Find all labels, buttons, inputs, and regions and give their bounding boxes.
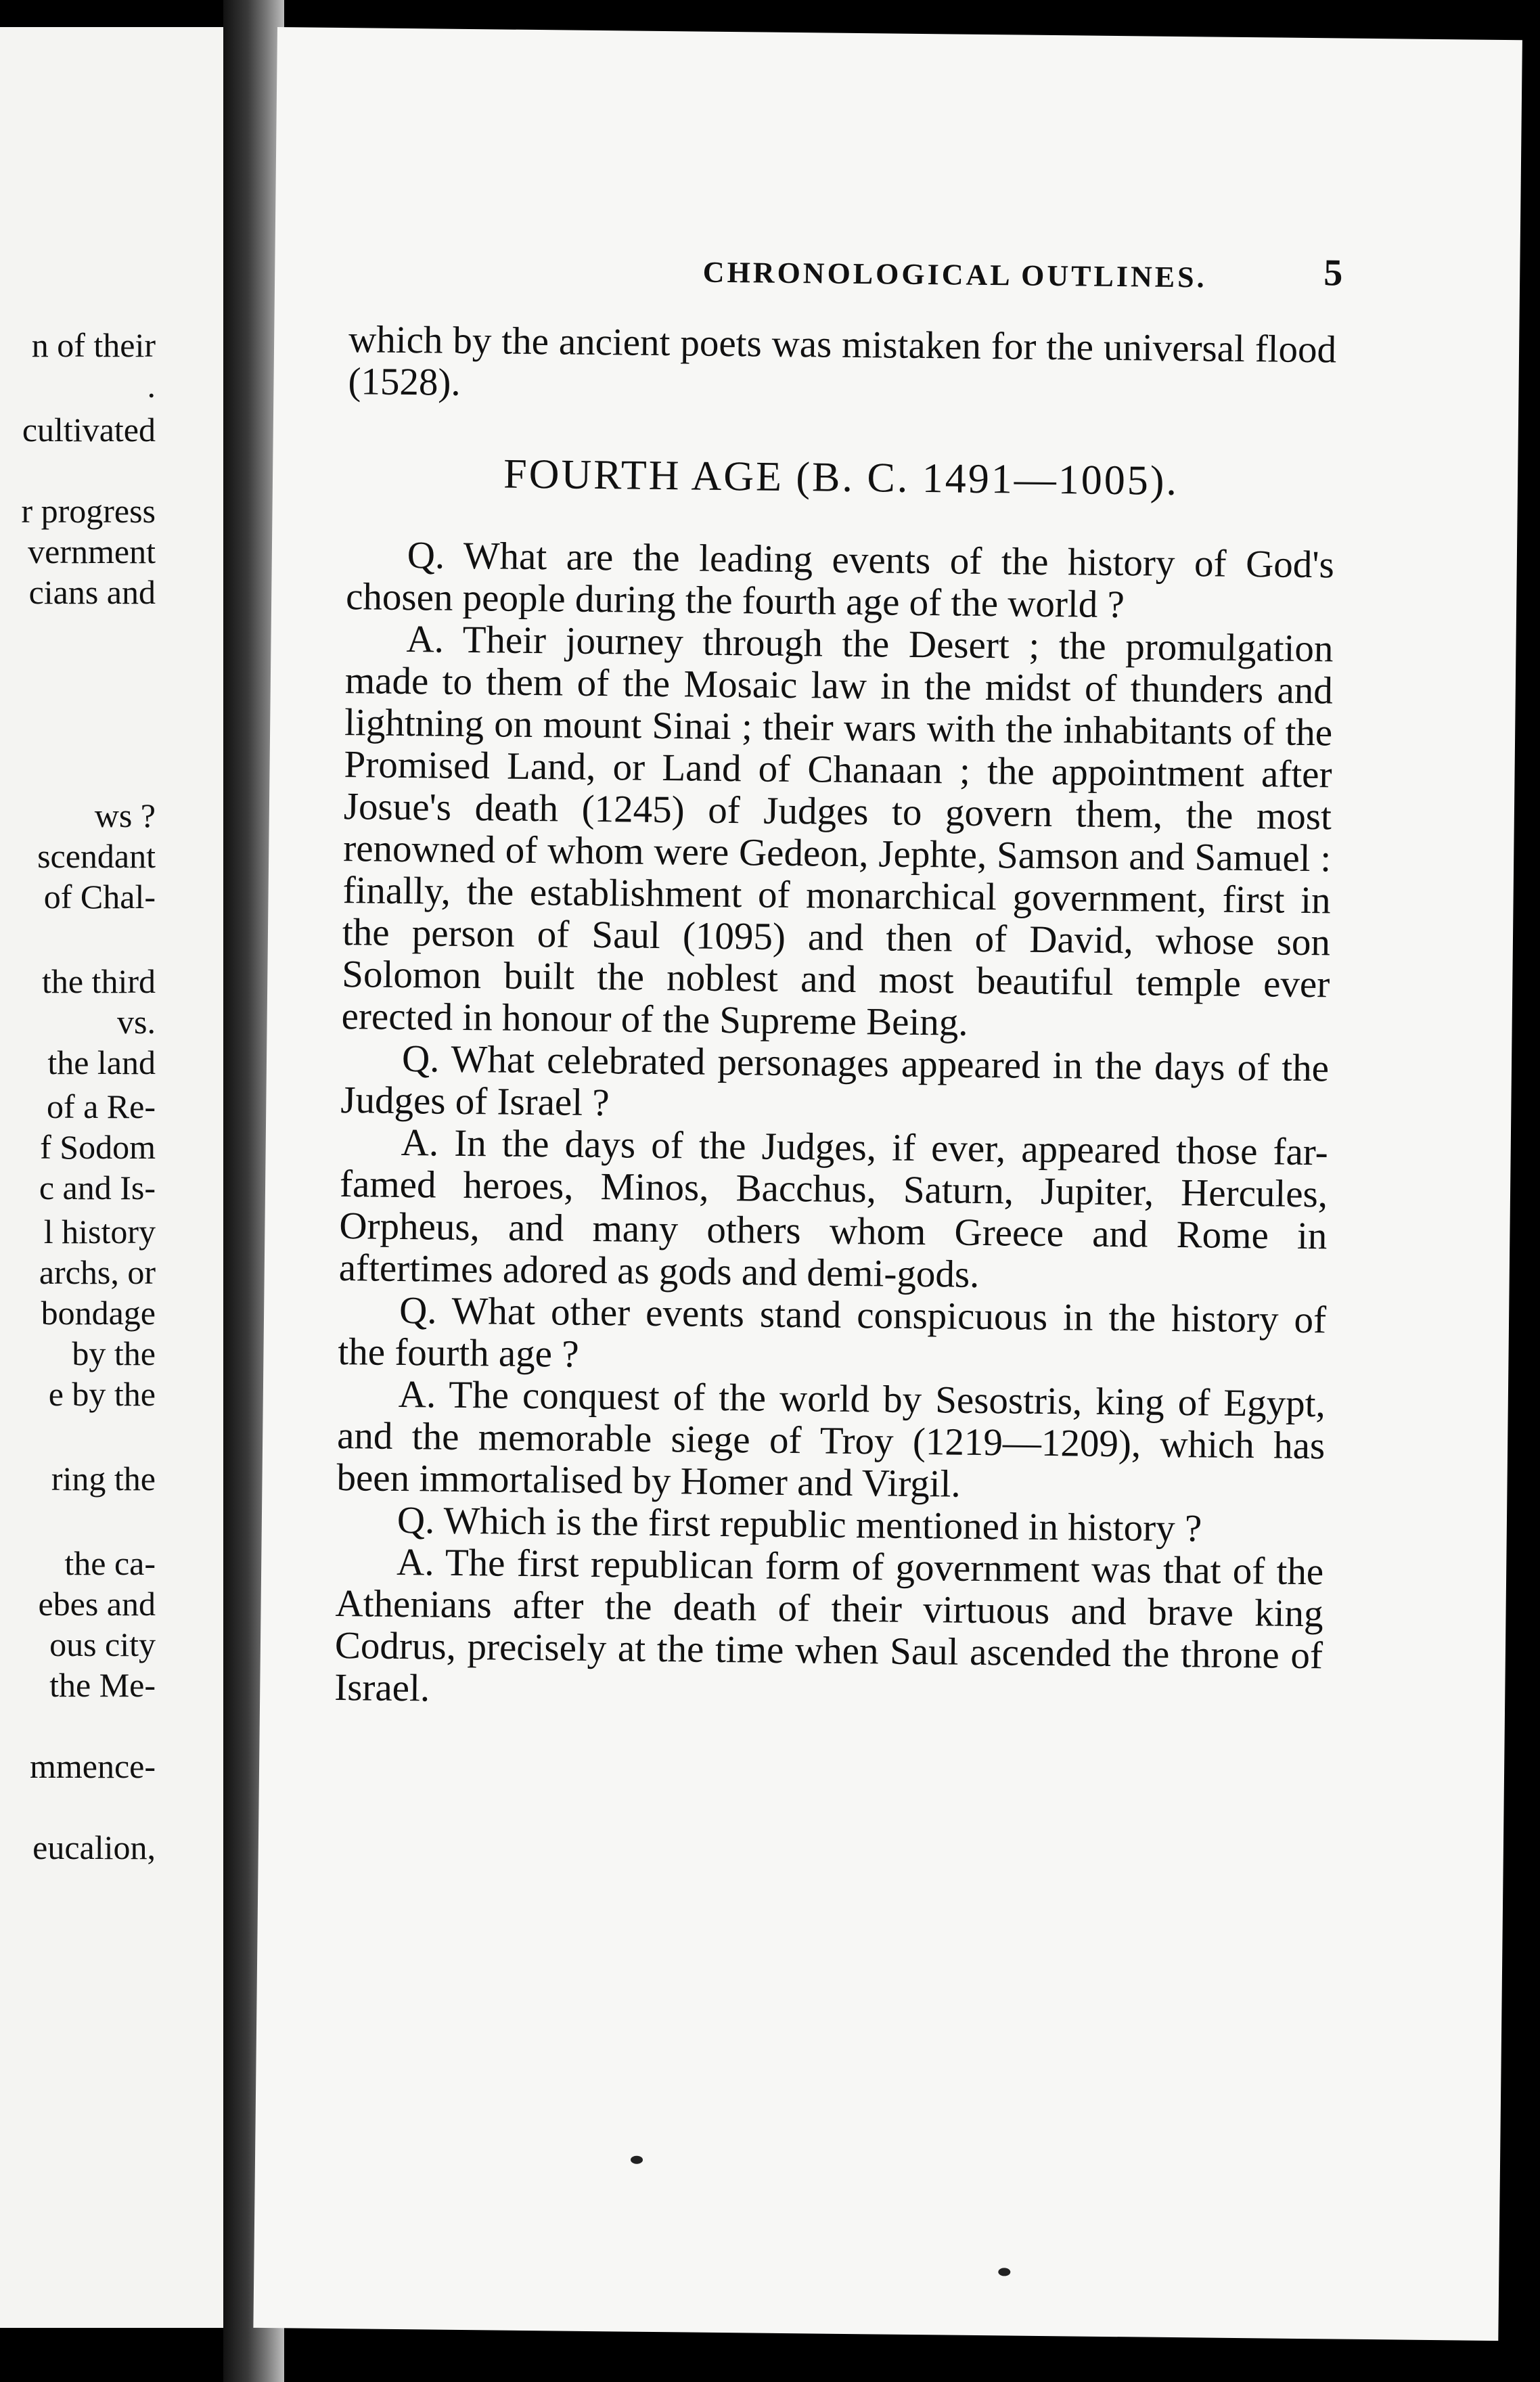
question-paragraph: Q. What are the leading events of the history of God's chosen people during the fourth age of the world ? [345, 534, 1335, 627]
page-text [334, 319, 1336, 1719]
left-line: by the [72, 1334, 156, 1372]
left-line: the Me- [49, 1666, 156, 1704]
left-line: the land [47, 1043, 156, 1081]
left-line: of Chal- [43, 878, 156, 916]
left-line: eucalion, [32, 1828, 156, 1866]
left-line: cians and [28, 573, 156, 611]
left-line: n of their [31, 326, 156, 364]
ink-speck [998, 2268, 1010, 2276]
left-line: scendant [37, 837, 156, 875]
left-line: the third [41, 962, 156, 1000]
left-line: ws ? [94, 796, 156, 834]
left-line: ebes and [38, 1585, 156, 1623]
answer-paragraph: A. In the days of the Judges, if ever, appeared those far-famed heroes, Minos, Bacchus, Saturn, Jupiter, Hercules, Orpheus, and many others whom Greece and Rome in aftertimes adored as gods and demi-gods. [338, 1121, 1329, 1296]
left-line: bondage [41, 1294, 156, 1332]
left-line: mmence- [29, 1747, 156, 1785]
ink-speck [631, 2156, 643, 2164]
answer-paragraph: A. Their journey through the Desert ; the promulgation made to them of the Mosaic law in the midst of thunders and lightning on mount Sinai ; their wars with the inhabitants of the Promised Land, or Land of Chanaan ; the appointment after Josue's death (1245) of Judges to govern them, the most renowned of whom were Gedeon, Jephte, Samson and Samuel : finally, the establishment of monarchical government, first in the person of Saul (1095) and then of David, whose son Solomon built the noblest and most beautiful temple ever erected in honour of the Supreme Being. [341, 618, 1334, 1044]
left-line: the ca- [64, 1544, 156, 1582]
left-line: f Sodom [40, 1128, 156, 1166]
right-page [253, 27, 1522, 2341]
left-line: cultivated [22, 411, 156, 449]
answer-paragraph: A. The conquest of the world by Sesostris, king of Egypt, and the memorable siege of Troy (1219—1209), which has been immortalised by Homer and Virgil. [336, 1372, 1326, 1506]
left-line: vs. [117, 1003, 156, 1041]
opening-text: which by the ancient poets was mistaken for the universal flood (1528). [348, 318, 1337, 404]
left-line: c and Is- [39, 1169, 156, 1207]
section-heading: FOURTH AGE (B. C. 1491—1005). [503, 451, 1179, 504]
left-line: . [147, 367, 156, 405]
question-paragraph: Q. Which is the first republic mentioned in history ? [397, 1498, 1202, 1550]
left-line: ring the [51, 1460, 156, 1498]
running-head: CHRONOLOGICAL OUTLINES. [702, 255, 1207, 294]
left-line: of a Re- [46, 1087, 156, 1125]
left-line: vernment [28, 533, 156, 570]
page-number: 5 [1323, 252, 1343, 294]
left-line: ous city [49, 1625, 156, 1663]
question-paragraph: Q. What other events stand conspicuous in the history of the fourth age ? [338, 1288, 1327, 1376]
left-page-fragment [0, 27, 223, 2328]
question-paragraph: Q. What celebrated personages appeared in the days of the Judges of Israel ? [340, 1037, 1330, 1125]
left-line: e by the [48, 1375, 156, 1413]
left-line: r progress [21, 492, 156, 530]
left-line: archs, or [39, 1253, 156, 1291]
left-line: l history [43, 1213, 156, 1251]
answer-paragraph: A. The first republican form of government was that of the Athenians after the death of their virtuous and brave king Codrus, precisely at the time when Saul ascended the throne of Israel. [334, 1540, 1324, 1710]
